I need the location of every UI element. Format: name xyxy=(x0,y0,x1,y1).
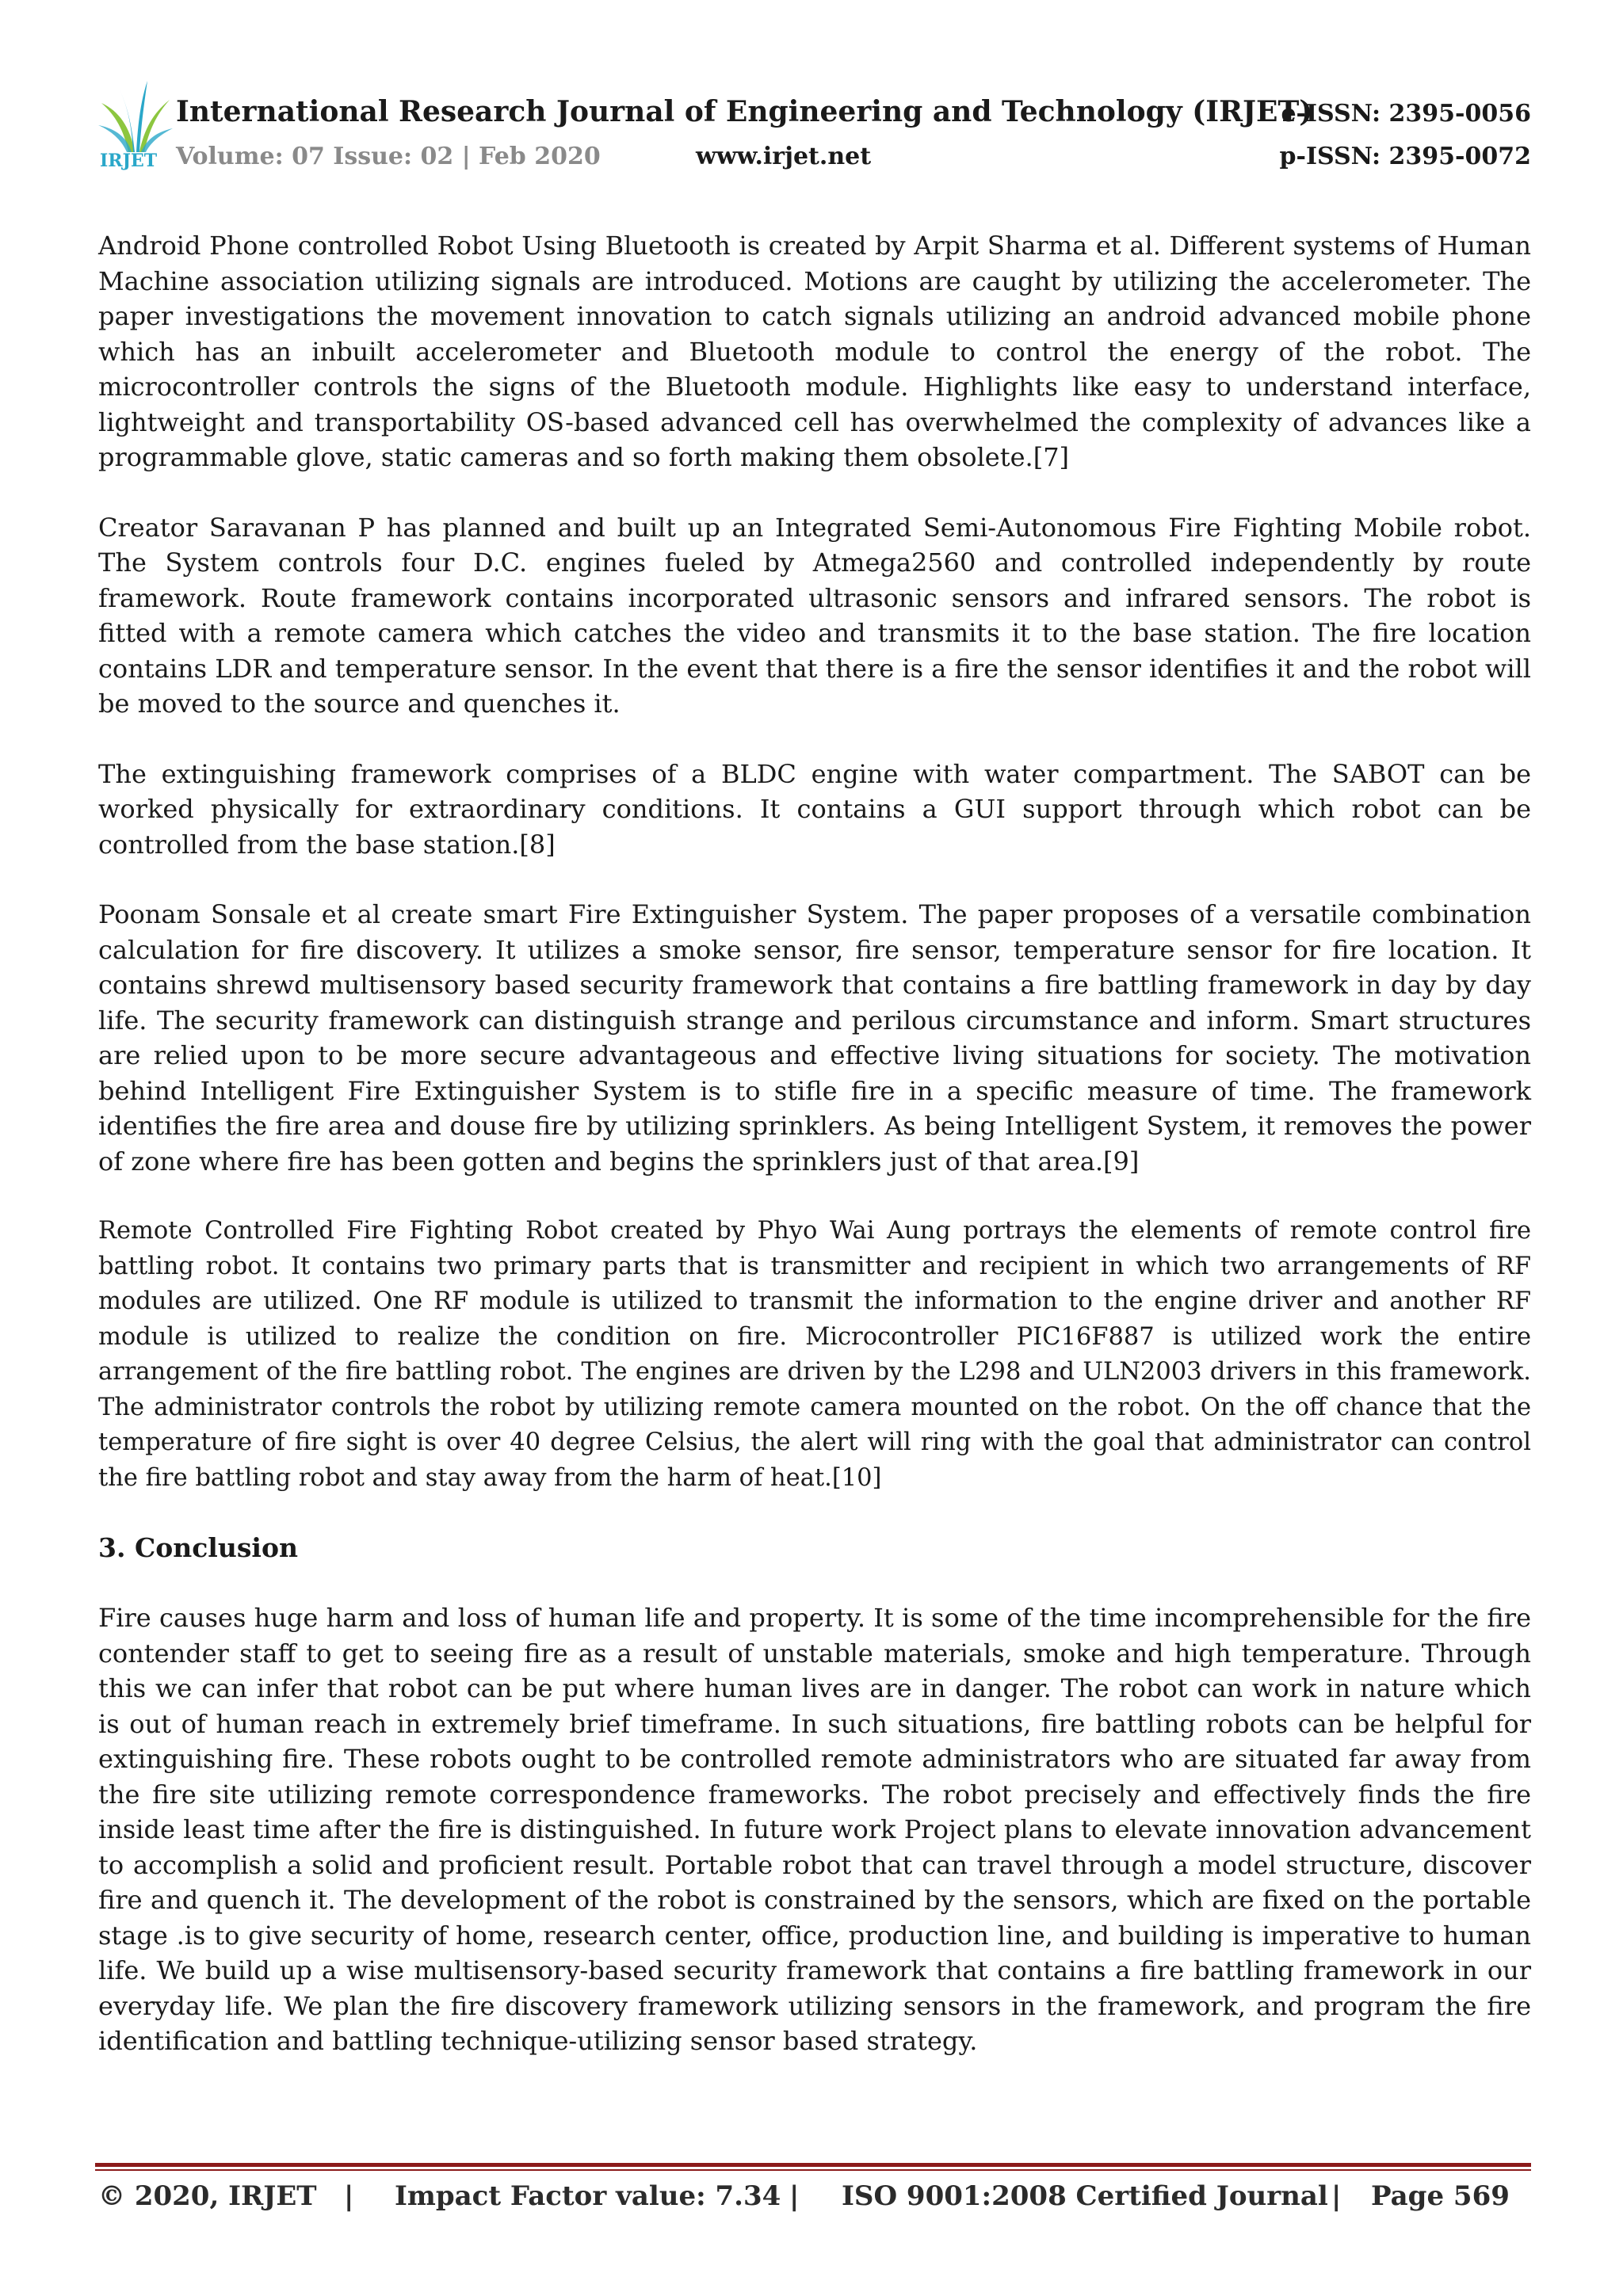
e-issn: e-ISSN: 2395-0056 xyxy=(1281,100,1531,128)
footer-divider-thin xyxy=(95,2169,1531,2171)
body-paragraph: Remote Controlled Fire Fighting Robot created by Phyo Wai Aung portrays the elements of remote control fire battling robot. It contains two primary parts that is transmitter and recipient in which two arrangements of RF modules are utilized. One RF module is utilized to transmit the information to the engine driver and another RF module is utilized to realize the condition on fire. Microcontroller PIC16F887 is utilized work the entire arrangement of the fire battling robot. The engines are driven by the L298 and ULN2003 drivers in this framework. The administrator controls the robot by utilizing remote camera mounted on the robot. On the off chance that the temperature of fire sight is over 40 degree Celsius, the alert will ring with the goal that administrator can control the fire battling robot and stay away from the harm of heat.[10] xyxy=(98,1217,1531,1492)
conclusion-paragraph: Fire causes huge harm and loss of human life and property. It is some of the time incomprehensible for the fire contender staff to get to seeing fire as a result of unstable materials, smoke and high temperature. Through this we can infer that robot can be put where human lives are in danger. The robot can work in nature which is out of human reach in extremely brief timeframe. In such situations, fire battling robots can be helpful for extinguishing fire. These robots ought to be controlled remote administrators who are situated far away from the fire site utilizing remote correspondence frameworks. The robot precisely and effectively finds the fire inside least time after the fire is distinguished. In future work Project plans to elevate innovation advancement to accomplish a solid and proficient result. Portable robot that can travel through a model structure, discover fire and quench it. The development of the robot is constrained by the sensors, which are fixed on the portable stage .is to give security of home, research center, office, production line, and building is imperative to human life. We build up a wise multisensory-based security framework that contains a fire battling framework in our everyday life. We plan the fire discovery framework utilizing sensors in the framework, and program the fire identification and battling technique-utilizing sensor based strategy. xyxy=(98,1603,1531,2056)
irjet-logo xyxy=(95,79,174,182)
footer-divider xyxy=(95,2163,1531,2167)
footer-iso: ISO 9001:2008 Certified Journal xyxy=(842,2180,1328,2212)
article-body xyxy=(98,228,1531,2094)
logo-wordmark: IRJET xyxy=(100,151,158,171)
page-footer xyxy=(98,2180,1531,2220)
footer-copyright: © 2020, IRJET xyxy=(98,2180,317,2212)
body-paragraph: Android Phone controlled Robot Using Bluetooth is created by Arpit Sharma et al. Different systems of Human Machine association utilizing signals are introduced. Motions are caught by utilizing the accelerometer. The paper investigations the movement innovation to catch signals utilizing an android advanced mobile phone which has an inbuilt accelerometer and Bluetooth module to control the energy of the robot. The microcontroller controls the signs of the Bluetooth module. Highlights like easy to understand interface, lightweight and transportability OS-based advanced cell has overwhelmed the complexity of advances like a programmable glove, static cameras and so forth making them obsolete.[7] xyxy=(98,231,1531,472)
journal-title: International Research Journal of Engineering and Technology (IRJET) xyxy=(176,95,1313,128)
volume-issue: Volume: 07 Issue: 02 | Feb 2020 xyxy=(176,143,601,170)
body-paragraph: Poonam Sonsale et al create smart Fire Extinguisher System. The paper proposes of a versatile combination calculation for fire discovery. It utilizes a smoke sensor, fire sensor, temperature sensor for fire location. It contains shrewd multisensory based security framework that contains a fire battling framework in day by day life. The security framework can distinguish strange and perilous circumstance and inform. Smart structures are relied upon to be more secure advantageous and effective living situations for society. The motivation behind Intelligent Fire Extinguisher System is to stifle fire in a specific measure of time. The framework identifies the fire area and douse fire by utilizing sprinklers. As being Intelligent System, it removes the power of zone where fire has been gotten and begins the sprinklers just of that area.[9] xyxy=(98,899,1531,1177)
footer-separator: | xyxy=(1331,2180,1342,2212)
footer-separator: | xyxy=(344,2180,354,2212)
footer-impact-factor: Impact Factor value: 7.34 xyxy=(395,2180,781,2212)
section-heading-conclusion: 3. Conclusion xyxy=(98,1532,298,1563)
page-header xyxy=(95,79,1531,182)
footer-page-number: Page 569 xyxy=(1371,2180,1510,2212)
p-issn: p-ISSN: 2395-0072 xyxy=(1279,143,1531,170)
body-paragraph: Creator Saravanan P has planned and built up an Integrated Semi-Autonomous Fire Fighting Mobile robot. The System controls four D.C. engines fueled by Atmega2560 and controlled independently by route framework. Route framework contains incorporated ultrasonic sensors and infrared sensors. The robot is fitted with a remote camera which catches the video and transmits it to the base station. The fire location contains LDR and temperature sensor. In the event that there is a fire the sensor identifies it and the robot will be moved to the source and quenches it. xyxy=(98,512,1531,719)
irjet-logo-leaves-icon xyxy=(95,79,174,155)
footer-separator: | xyxy=(789,2180,800,2212)
body-paragraph: The extinguishing framework comprises of a BLDC engine with water compartment. The SABOT can be worked physically for extraordinary conditions. It contains a GUI support through which robot can be controlled from the base station.[8] xyxy=(98,758,1531,860)
journal-website: www.irjet.net xyxy=(696,143,872,170)
